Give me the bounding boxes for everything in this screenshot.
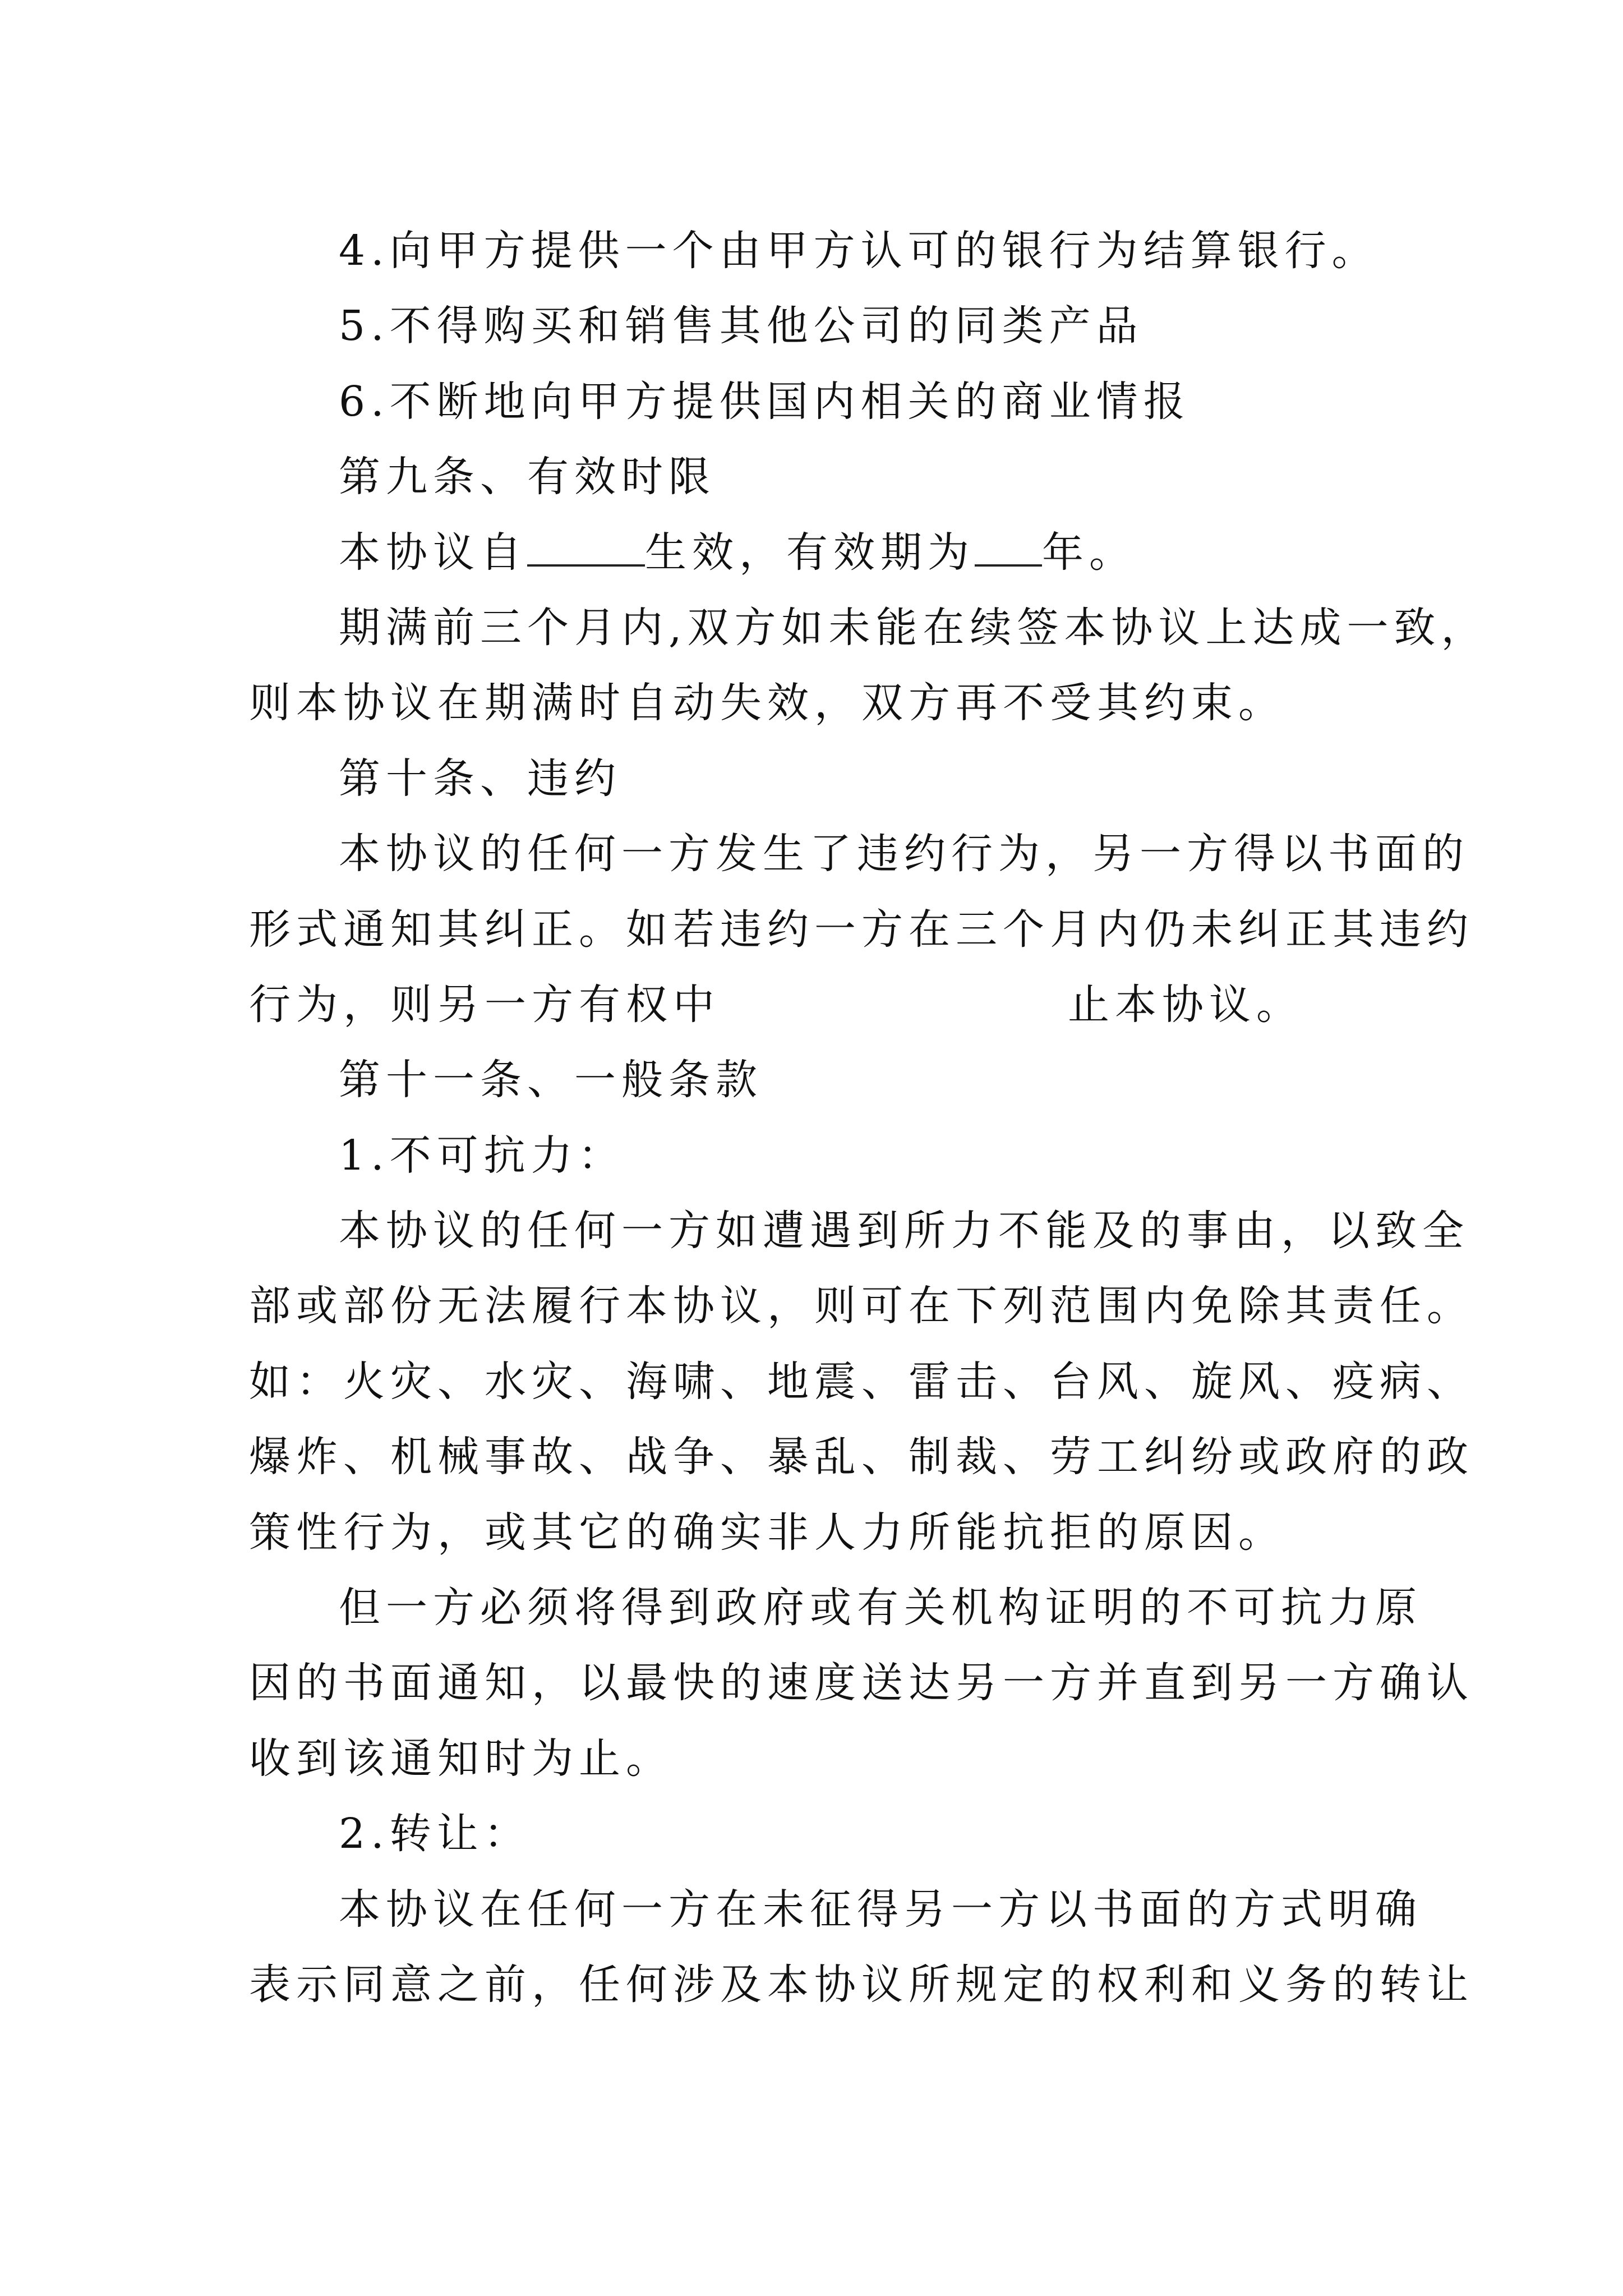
paragraph-line: 则本协议在期满时自动失效，双方再不受其约束。 [249, 679, 1285, 728]
paragraph-line: 爆炸、机械事故、战争、暴乱、制裁、劳工纠纷或政府的政 [249, 1433, 1474, 1481]
subclause-force-majeure: 1.不可抗力： [339, 1131, 625, 1180]
paragraph-line: 本协议在任何一方在未征得另一方以书面的方式明确 [339, 1885, 1422, 1934]
validity-line [249, 515, 1393, 590]
validity-text-end: 年。 [1042, 528, 1136, 577]
termination-text-start: 行为，则另一方有权中 [249, 980, 720, 1029]
paragraph-line: 收到该通知时为止。 [249, 1734, 673, 1783]
contract-text [249, 213, 1488, 2022]
article-11-heading: 第十一条、一般条款 [339, 1056, 763, 1105]
paragraph-line: 如：火灾、水灾、海啸、地震、雷击、台风、旋风、疫病、 [249, 1357, 1474, 1406]
paragraph-line: 本协议的任何一方发生了违约行为，另一方得以书面的 [339, 830, 1469, 878]
termination-line [249, 967, 1393, 1042]
paragraph-line: 本协议的任何一方如遭遇到所力不能及的事由，以致全 [339, 1207, 1469, 1255]
article-9-heading: 第九条、有效时限 [339, 453, 716, 501]
effective-date-blank [527, 525, 645, 567]
paragraph-line: 因的书面通知，以最快的速度送达另一方并直到另一方确认 [249, 1659, 1474, 1708]
article-10-heading: 第十条、违约 [339, 754, 621, 803]
validity-text-start: 本协议自 [339, 528, 527, 577]
validity-text-middle: 生效，有效期为 [645, 528, 975, 577]
subclause-assignment: 2.转让： [339, 1810, 531, 1858]
paragraph-line: 部或部份无法履行本协议，则可在下列范围内免除其责任。 [249, 1282, 1474, 1331]
paragraph-line: 形式通知其纠正。如若违约一方在三个月内仍未纠正其违约 [249, 905, 1474, 954]
clause-item-5: 5.不得购买和销售其他公司的同类产品 [339, 302, 1144, 351]
paragraph-line: 表示同意之前，任何涉及本协议所规定的权利和义务的转让 [249, 1960, 1474, 2009]
clause-item-6: 6.不断地向甲方提供国内相关的商业情报 [339, 377, 1191, 426]
duration-years-blank [975, 525, 1042, 567]
clause-item-4: 4.向甲方提供一个由甲方认可的银行为结算银行。 [339, 227, 1379, 275]
paragraph-line: 期满前三个月内,双方如未能在续签本协议上达成一致， [339, 603, 1488, 652]
paragraph-line: 但一方必须将得到政府或有关机构证明的不可抗力原 [339, 1584, 1422, 1632]
termination-text-end: 止本协议。 [1068, 980, 1303, 1029]
paragraph-line: 策性行为，或其它的确实非人力所能抗拒的原因。 [249, 1508, 1285, 1557]
